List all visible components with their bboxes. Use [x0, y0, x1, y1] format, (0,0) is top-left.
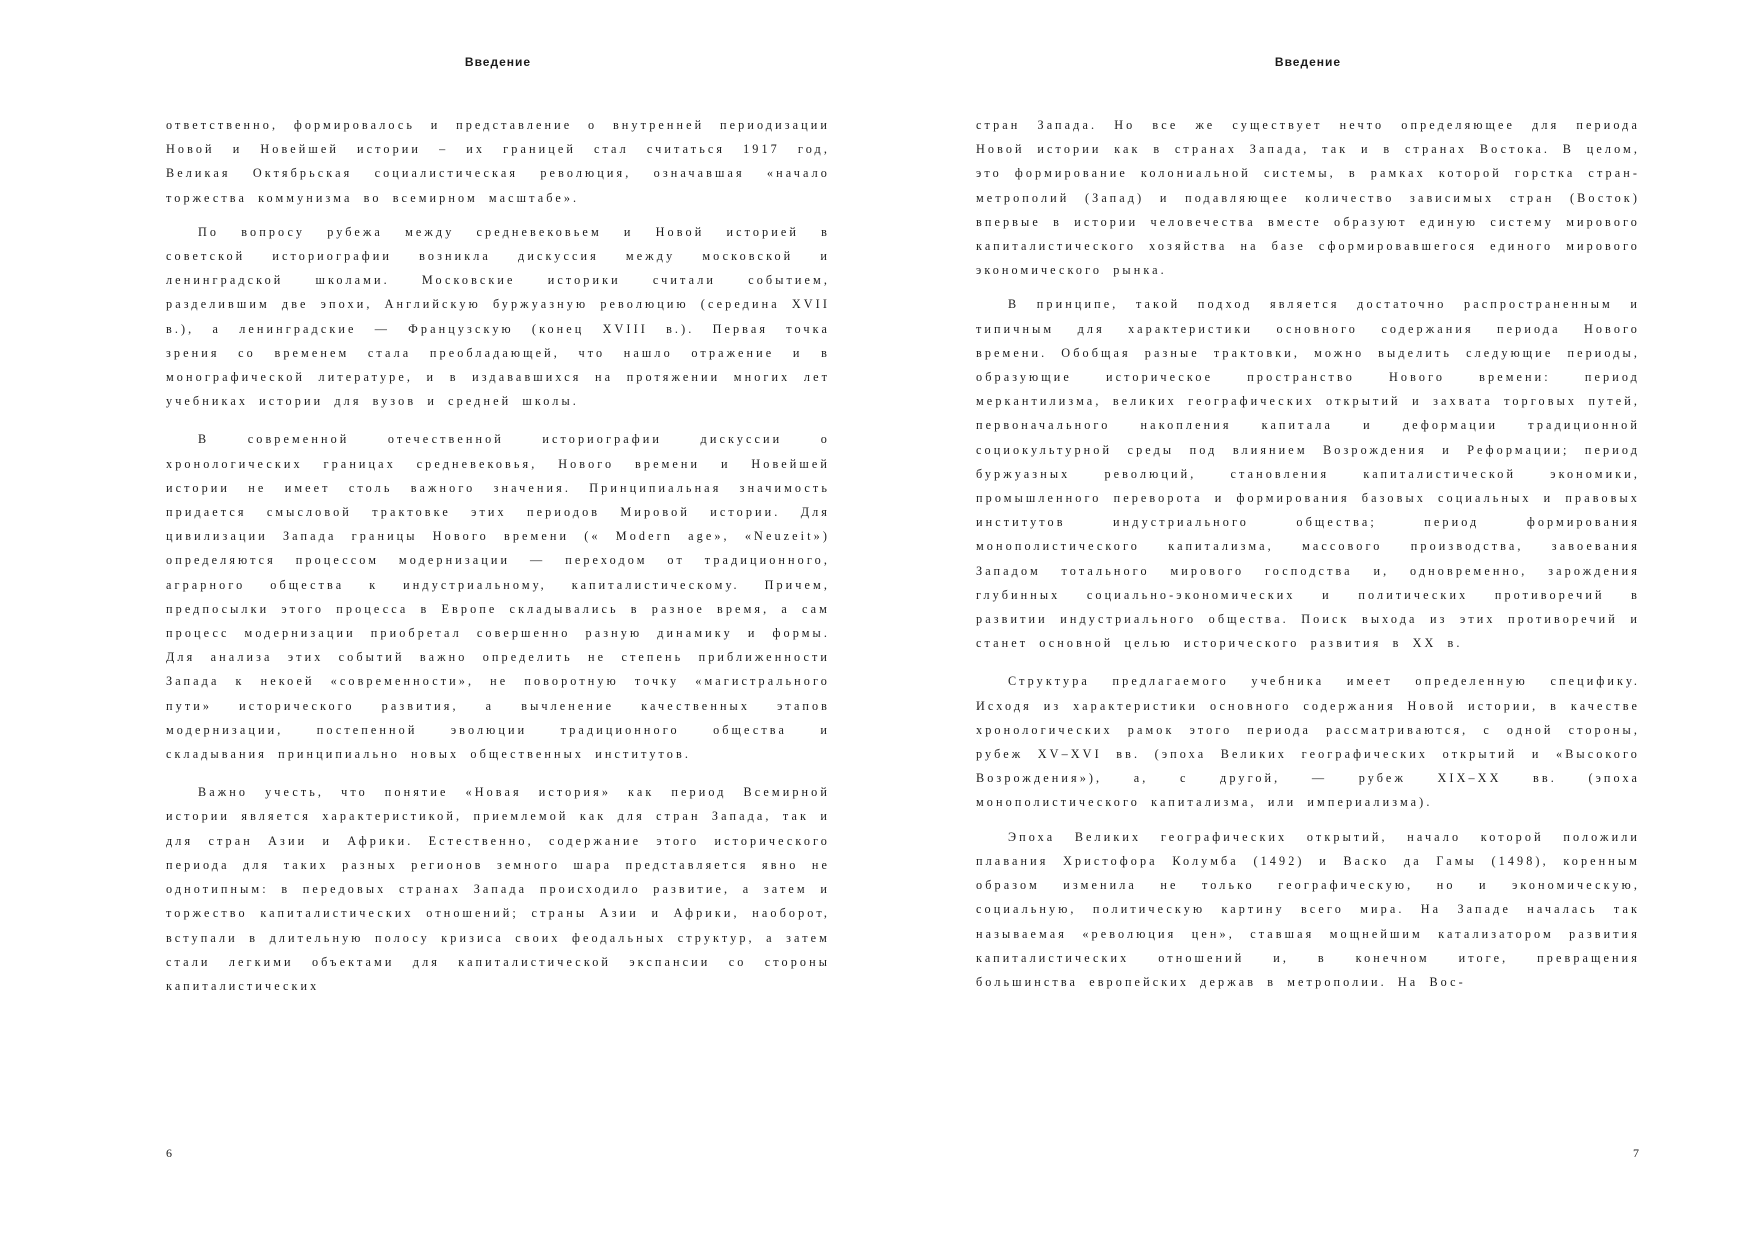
left-page: [166, 0, 830, 1239]
paragraph: В современной отечественной историографии дискуссии о хронологических границах средневековья, Нового времени и Новейшей истории не имеет столь важного значения. Принципиальная значимость придается смысловой трактовке этих периодов Мировой истории. Для цивилизации Запада границы Нового времени (« Modern age», «Neuzeit») определяются процессом модернизации — переходом от традиционного, аграрного общества к индустриальному, капиталистическому. Причем, предпосылки этого процесса в Европе складывались в разное время, а сам процесс модернизации приобретал совершенно разную динамику и формы. Для анализа этих событий важно определить не степень приближенности Запада к некоей «современности», не поворотную точку «магистрального пути» исторического развития, а вычленение качественных этапов модернизации, постепенной эволюции традиционного общества и складывания принципиально новых общественных институтов.: [166, 432, 830, 762]
paragraph: В принципе, такой подход является достаточно распространенным и типичным для характеристики основного содержания периода Нового времени. Обобщая разные трактовки, можно выделить следующие периоды, образующие историческое пространство Нового времени: период меркантилизма, великих географических открытий и захвата торговых путей, первоначального накопления капитала и деформации традиционной социокультурной среды под влиянием Возрождения и Реформации; период буржуазных революций, становления капиталистической экономики, промышленного переворота и формирования базовых социальных и правовых институтов индустриального общества; период формирования монополистического капитализма, массового производства, завоевания Западом тотального мирового господства и, одновременно, зарождения глубинных социально-экономических и политических противоречий в развитии индустриального общества. Поиск выхода из этих противоречий и станет основной целью исторического развития в XX в.: [976, 297, 1640, 651]
running-head: Введение: [464, 55, 532, 69]
body-text: [166, 113, 830, 1008]
paragraph: Важно учесть, что понятие «Новая история» как период Всемирной истории является характеристикой, приемлемой как для стран Запада, так и для стран Азии и Африки. Естественно, содержание этого исторического периода для таких разных регионов земного шара представляется явно не однотипным: в передовых странах Запада происходило развитие, а затем и торжество капиталистических отношений; страны Азии и Африки, наоборот, вступали в длительную полосу кризиса своих феодальных структур, а затем стали легкими объектами для капиталистической экспансии со стороны капиталистических: [166, 785, 830, 993]
page-number: 7: [1633, 1146, 1640, 1160]
paragraph: ответственно, формировалось и представление о внутренней периодизации Новой и Новейшей истории – их границей стал считаться 1917 год, Великая Октябрьская социалистическая революция, означавшая «начало торжества коммунизма во всемирном масштабе».: [166, 118, 830, 205]
paragraph: Структура предлагаемого учебника имеет определенную специфику. Исходя из характеристики основного содержания Новой истории, в качестве хронологических рамок этого периода рассматриваются, с одной стороны, рубеж XV–XVI вв. (эпоха Великих географических открытий и «Высокого Возрождения»), а, с другой, — рубеж XIX–XX вв. (эпоха монополистического капитализма, или империализма).: [976, 674, 1640, 810]
paragraph: По вопросу рубежа между средневековьем и Новой историей в советской историографии возникла дискуссия между московской и ленинградской школами. Московские историки считали событием, разделившим две эпохи, Английскую буржуазную революцию (середина XVII в.), а ленинградские — Французскую (конец XVIII в.). Первая точка зрения со временем стала преобладающей, что нашло отражение и в монографической литературе, и в издававшихся на протяжении многих лет учебниках истории для вузов и средней школы.: [166, 224, 830, 409]
running-head: Введение: [1274, 55, 1342, 69]
body-text: [976, 113, 1640, 1004]
paragraph: стран Запада. Но все же существует нечто определяющее для периода Новой истории как в странах Запада, так и в странах Востока. В целом, это формирование колониальной системы, в рамках которой горстка стран-метрополий (Запад) и подавляющее количество зависимых стран (Восток) впервые в истории человечества вместе образуют единую систему мирового капиталистического хозяйства на базе сформировавшегося единого мирового экономического рынка.: [976, 118, 1640, 278]
paragraph: Эпоха Великих географических открытий, начало которой положили плавания Христофора Колумба (1492) и Васко да Гамы (1498), коренным образом изменила не только географическую, но и экономическую, социальную, политическую картину всего мира. На Западе началась так называемая «революция цен», ставшая мощнейшим катализатором развития капиталистических отношений и, в конечном итоге, превращения большинства европейских держав в метрополии. На Вос-: [976, 829, 1640, 989]
page-number: 6: [166, 1146, 173, 1160]
right-page: [976, 0, 1640, 1239]
